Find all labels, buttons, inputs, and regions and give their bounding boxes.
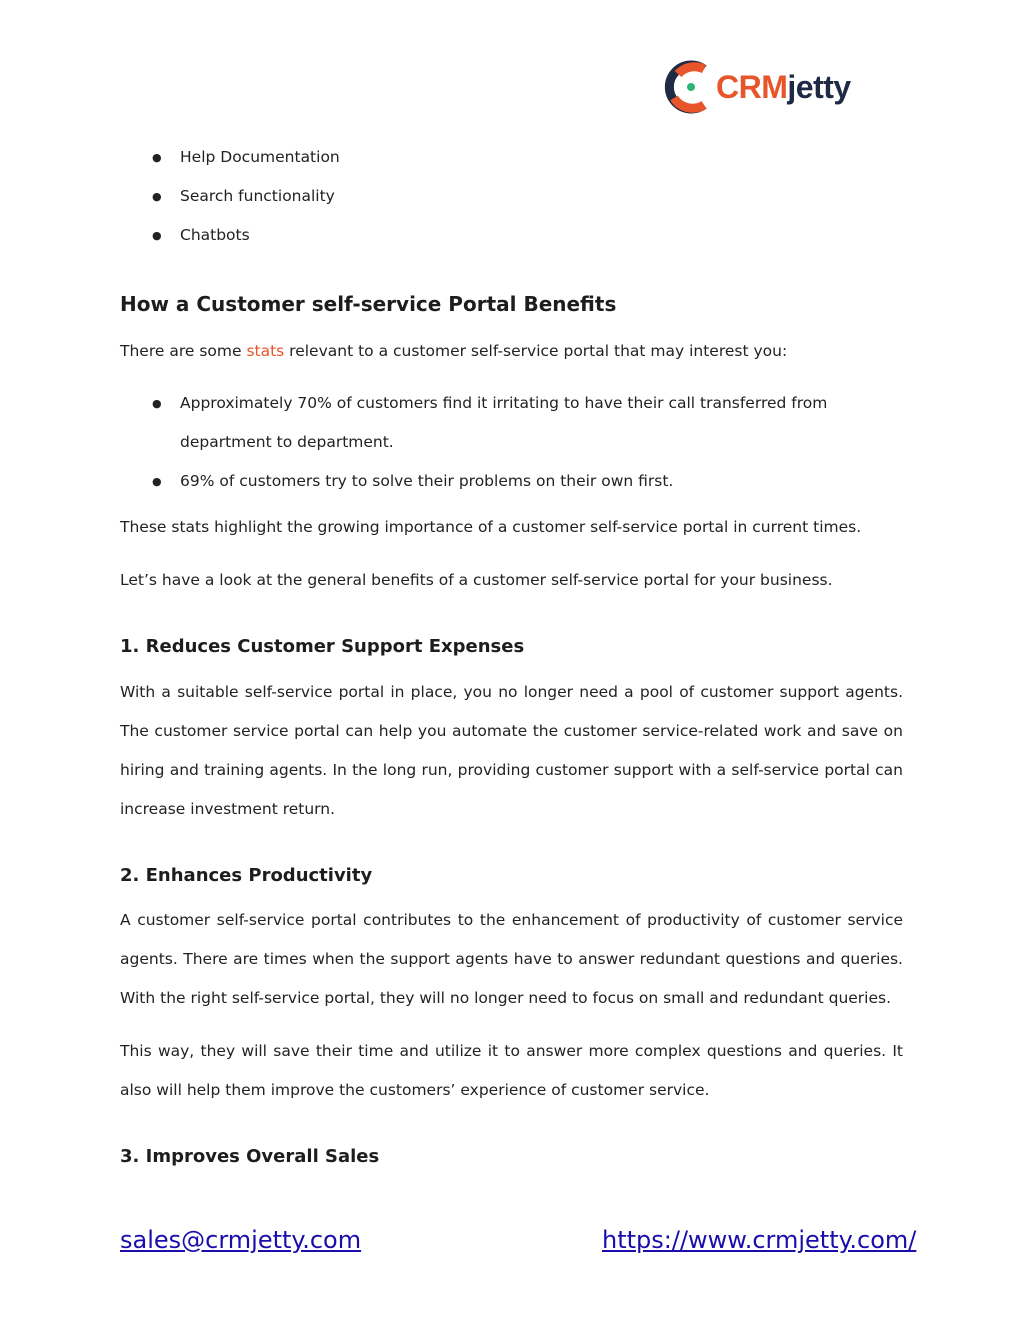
stats-highlight-paragraph: These stats highlight the growing importance of a customer self-service portal in current times. <box>120 518 862 536</box>
intro-text-after: relevant to a customer self-service portal that may interest you: <box>284 342 788 360</box>
benefit-3-heading: 3. Improves Overall Sales <box>120 1146 380 1167</box>
intro-text-before: There are some <box>120 342 247 360</box>
benefit-2-paragraph-2: This way, they will save their time and utilize it to answer more complex questions and queries. It also will help them improve the customers’ experience of customer service. <box>120 1042 903 1099</box>
list-item: ● 69% of customers try to solve their problems on their own first. <box>120 462 903 501</box>
benefits-intro-paragraph: Let’s have a look at the general benefits of a customer self-service portal for your business. <box>120 571 833 589</box>
feature-list <box>120 138 903 255</box>
stats-link[interactable]: stats <box>246 342 285 360</box>
benefit-1-paragraph: With a suitable self-service portal in place, you no longer need a pool of customer support agents. The customer service portal can help you automate the customer service-related work and save on hiring and training agents. In the long run, providing customer support with a self-service portal can increase investment return. <box>120 683 903 818</box>
list-item: ● Chatbots <box>120 216 903 255</box>
crmjetty-logo-icon <box>664 60 714 114</box>
footer-website-link[interactable]: https://www.crmjetty.com/ <box>602 1226 917 1254</box>
list-item: ● Search functionality <box>120 177 903 216</box>
logo-text-jetty: jetty <box>787 69 851 105</box>
crmjetty-logo <box>664 60 851 114</box>
stats-list <box>120 384 903 501</box>
benefit-1-heading: 1. Reduces Customer Support Expenses <box>120 636 525 657</box>
list-item: ● Approximately 70% of customers find it irritating to have their call transferred from department to department. <box>120 384 903 462</box>
logo-wordmark <box>716 71 851 103</box>
footer-email-link[interactable]: sales@crmjetty.com <box>120 1226 362 1254</box>
intro-paragraph <box>120 332 903 371</box>
logo-text-crm: CRM <box>716 69 788 105</box>
section-heading: How a Customer self-service Portal Benefits <box>120 292 617 316</box>
benefit-2-heading: 2. Enhances Productivity <box>120 865 373 886</box>
benefit-2-paragraph-1: A customer self-service portal contributes to the enhancement of productivity of customer service agents. There are times when the support agents have to answer redundant questions and queries. With the right self-service portal, they will no longer need to focus on small and redundant queries. <box>120 911 903 1007</box>
list-item: ● Help Documentation <box>120 138 903 177</box>
